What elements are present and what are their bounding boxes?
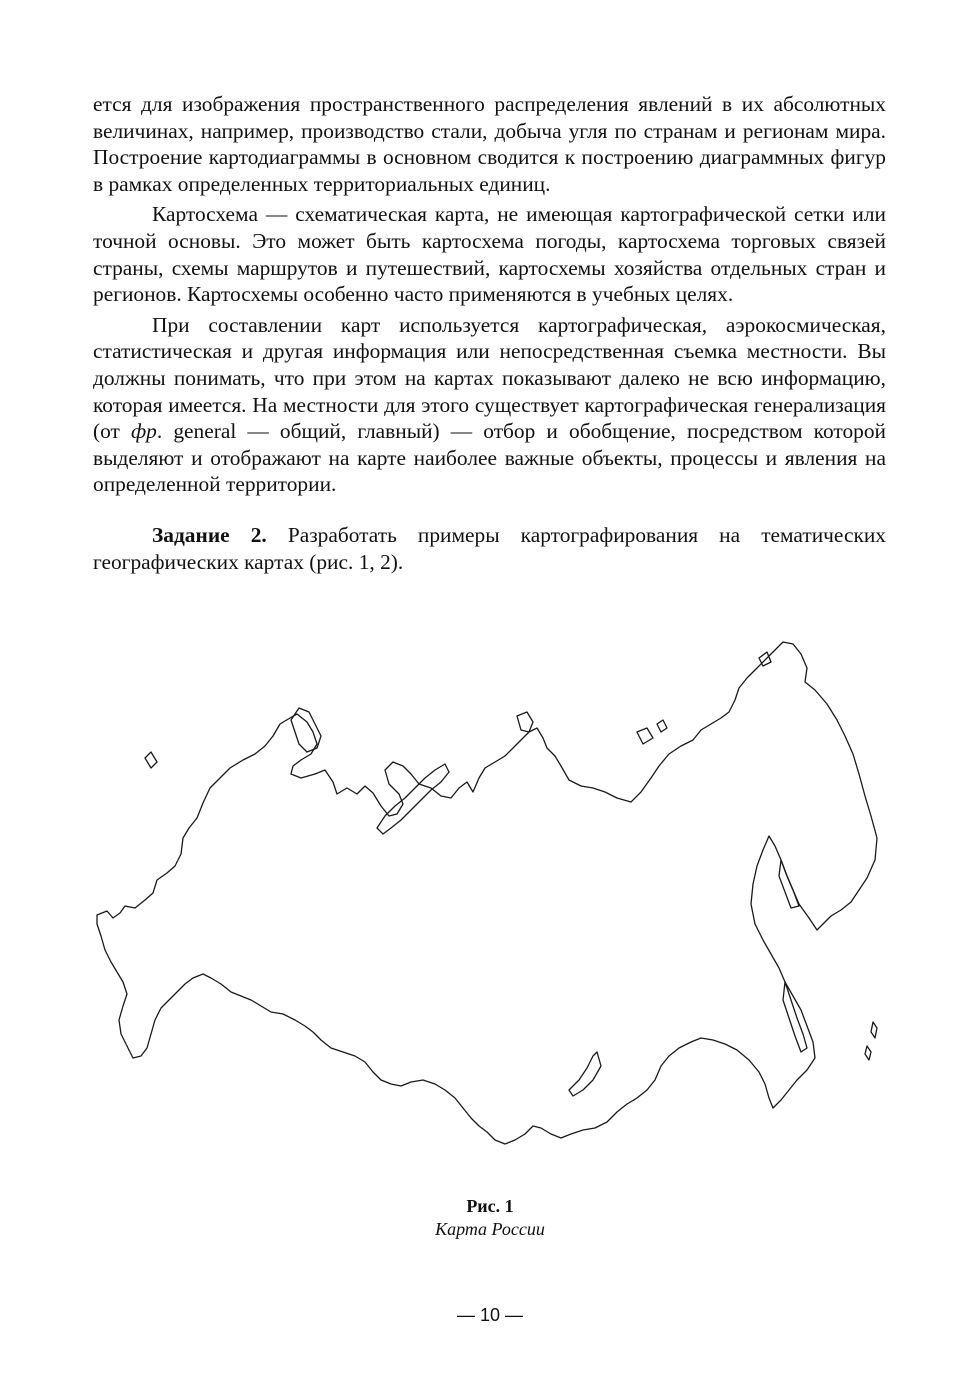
lake-baikal-outline [569, 1052, 601, 1096]
paragraph-generalization [93, 312, 886, 498]
task-label: Задание 2. [152, 522, 267, 547]
task-paragraph [93, 522, 886, 575]
russia-outline-map [85, 628, 895, 1188]
kuril-island-1 [871, 1022, 877, 1038]
kuril-island-2 [865, 1046, 871, 1060]
generalization-text-start: При составлении карт используется картографическая, аэрокосмическая, статистическая и другая информация или непосредственная съемка местности. Вы должны понимать, что при этом на картах показывают далеко не всю информацию, которая имеется. На местности для этого существует картографическая генерализация (от [93, 312, 886, 444]
figure-number: Рис. 1 [466, 1196, 514, 1216]
severnaya-zemlya-outline [517, 712, 533, 732]
page-number: — 10 — [456, 1305, 524, 1325]
kamchatka-inner-outline [779, 860, 799, 908]
paragraph-cartodiagram: ется для изображения пространственного распределения явлений в их абсолютных величинах, например, производство стали, добыча угля по странам и регионам мира. Построение картодиаграммы в основном сводится к построению диаграммных фигур в рамках определенных территориальных единиц. [93, 92, 886, 196]
french-abbreviation: фр [131, 419, 157, 444]
novaya-zemlya-outline [377, 764, 449, 834]
body-text [93, 91, 886, 575]
russia-mainland-outline [97, 642, 877, 1144]
franz-josef-land-outline [145, 752, 157, 768]
new-siberian-islands-outline [637, 728, 653, 744]
new-siberian-island-small [657, 720, 667, 732]
paragraph-cartoscheme: Картосхема — схематическая карта, не имеющая картографической сетки или точной основы. Это может быть картосхема погоды, картосхема торговых связей страны, схемы маршрутов и путешествий, картосхемы хозяйства отдельных стран и регионов. Картосхемы особенно часто применяются в учебных целях. [93, 202, 886, 307]
russia-map-figure [85, 628, 895, 1188]
task-text: Разработать примеры картографирования на тематических географических картах (рис. 1, 2). [93, 522, 886, 574]
generalization-text-end: . general — общий, главный) — отбор и обобщение, посредством которой выделяют и отображают на карте наиболее важные объекты, процессы и явления на определенной территории. [93, 419, 886, 497]
figure-title: Карта России [435, 1219, 545, 1239]
